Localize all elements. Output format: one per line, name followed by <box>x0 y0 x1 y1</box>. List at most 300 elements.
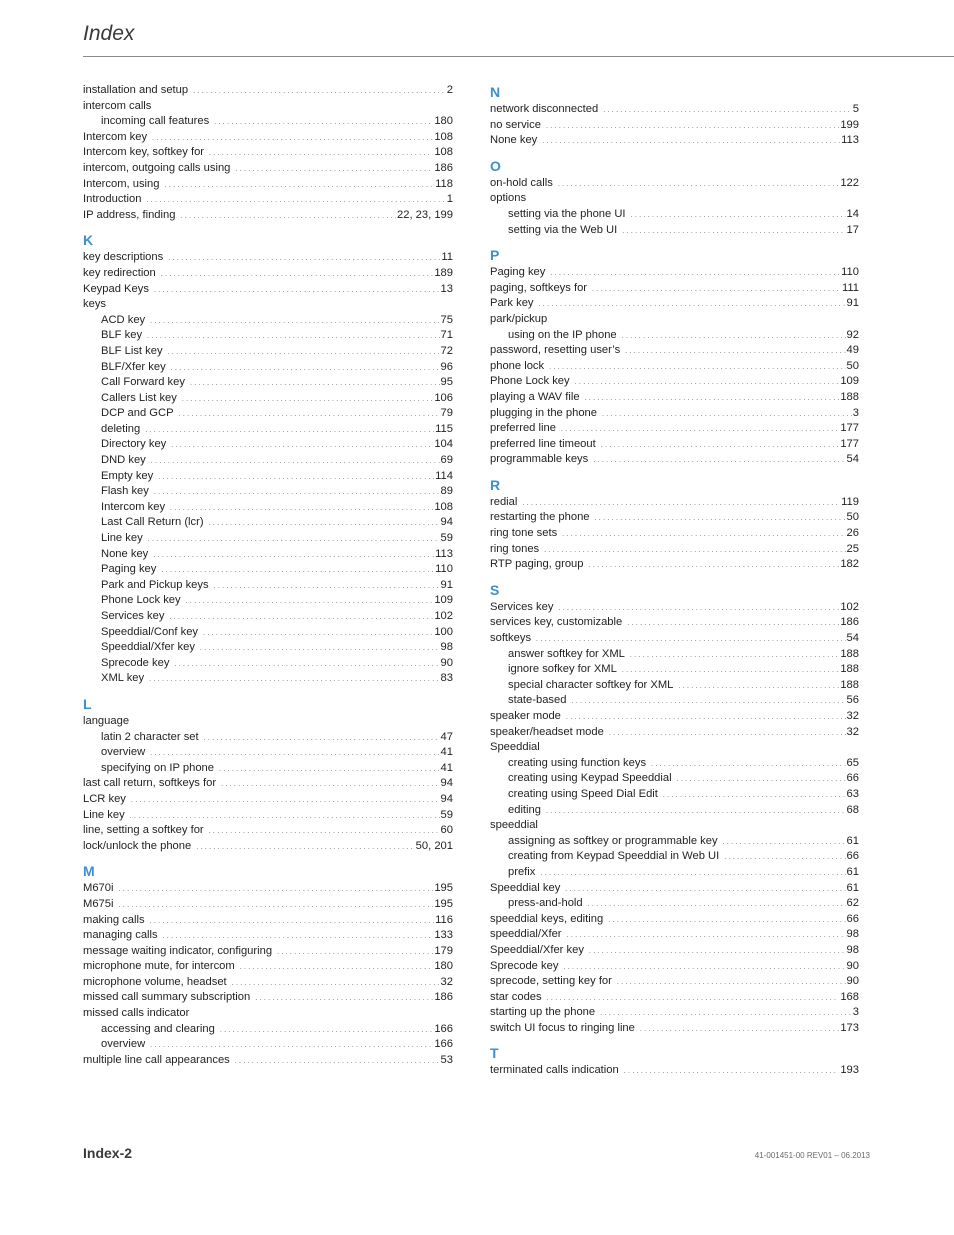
index-term: speeddial/Xfer <box>490 928 562 941</box>
index-term: missed call summary subscription <box>83 991 251 1004</box>
index-subentry <box>490 834 859 850</box>
dot-leader <box>593 453 845 469</box>
dot-leader <box>209 824 440 840</box>
dot-leader <box>640 1022 839 1038</box>
index-term: Park key <box>490 297 534 310</box>
index-page-number: 95 <box>440 376 453 389</box>
index-subentry <box>83 469 453 485</box>
index-term: message waiting indicator, configuring <box>83 944 273 957</box>
index-page-number: 17 <box>846 223 859 236</box>
dot-leader <box>724 850 845 866</box>
dot-leader <box>186 594 434 610</box>
index-page-number: 32 <box>440 975 453 988</box>
dot-leader <box>539 297 846 313</box>
index-subentry <box>83 547 453 563</box>
index-entry <box>490 495 859 511</box>
index-page-number: 13 <box>440 282 453 295</box>
index-section-letter: M <box>83 863 95 880</box>
index-term: Paging key <box>490 266 546 279</box>
dot-leader <box>601 438 840 454</box>
dot-leader <box>542 134 840 150</box>
index-subentry <box>83 562 453 578</box>
index-page-number: 41 <box>440 761 453 774</box>
index-term: Speeddial <box>490 741 540 754</box>
dot-leader <box>588 897 846 913</box>
index-term: keys <box>83 298 107 311</box>
index-entry <box>83 990 453 1006</box>
dot-leader <box>585 391 840 407</box>
index-term: Speeddial/Xfer key <box>101 641 195 654</box>
index-page-number: 108 <box>434 146 453 159</box>
index-subentry <box>83 578 453 594</box>
index-page-number: 100 <box>434 625 453 638</box>
index-term: redial <box>490 495 518 508</box>
dot-leader <box>589 558 840 574</box>
index-page-number: 62 <box>846 897 859 910</box>
index-entry <box>490 927 859 943</box>
index-page-number: 186 <box>434 991 453 1004</box>
index-subentry <box>83 453 453 469</box>
index-page-number: 104 <box>434 438 453 451</box>
index-entry <box>83 897 453 913</box>
index-page-number: 25 <box>846 542 859 555</box>
index-page-number: 113 <box>435 547 453 560</box>
index-entry <box>490 102 859 118</box>
index-term: special character softkey for XML <box>508 678 674 691</box>
index-term: missed calls indicator <box>83 1007 190 1020</box>
index-term: Call Forward key <box>101 376 185 389</box>
index-page-number: 3 <box>852 406 859 419</box>
index-subentry <box>490 647 859 663</box>
index-page-number: 65 <box>846 756 859 769</box>
index-page-number: 66 <box>846 772 859 785</box>
index-page-number: 11 <box>441 251 453 264</box>
dot-leader <box>549 360 845 376</box>
dot-leader <box>600 1006 852 1022</box>
index-subentry <box>83 730 453 746</box>
dot-leader <box>617 975 846 991</box>
index-subentry <box>490 849 859 865</box>
index-term: Callers List key <box>101 391 177 404</box>
dot-leader <box>179 407 440 423</box>
index-entry <box>490 943 859 959</box>
index-page-number: 133 <box>434 929 453 942</box>
index-term: deleting <box>101 422 141 435</box>
index-entry <box>83 714 453 730</box>
index-page-number: 66 <box>846 850 859 863</box>
index-subentry <box>83 422 453 438</box>
index-entry <box>83 776 453 792</box>
index-page-number: 116 <box>435 913 453 926</box>
index-term: creating from Keypad Speeddial in Web UI <box>508 850 720 863</box>
dot-leader <box>592 282 841 298</box>
index-term: BLF key <box>101 329 143 342</box>
index-entry <box>490 818 859 834</box>
index-page-number: 188 <box>840 678 859 691</box>
header-divider <box>83 56 954 57</box>
index-subentry <box>83 344 453 360</box>
index-term: Services key <box>490 600 554 613</box>
dot-leader <box>547 991 840 1007</box>
index-term: last call return, softkeys for <box>83 777 217 790</box>
index-term: key redirection <box>83 266 156 279</box>
index-term: Phone Lock key <box>101 594 181 607</box>
index-term: Flash key <box>101 485 149 498</box>
index-page-number: 177 <box>840 422 859 435</box>
index-subentry <box>83 593 453 609</box>
index-term: speeddial keys, editing <box>490 912 604 925</box>
index-column-right <box>490 83 859 1079</box>
index-term: password, resetting user’s <box>490 344 621 357</box>
dot-leader <box>567 928 846 944</box>
index-term: on-hold calls <box>490 176 553 189</box>
index-page-number: 90 <box>846 975 859 988</box>
index-entry <box>490 881 859 897</box>
dot-leader <box>630 648 839 664</box>
index-entry <box>490 725 859 741</box>
index-entry <box>83 913 453 929</box>
index-entry <box>83 266 453 282</box>
dot-leader <box>235 162 433 178</box>
dot-leader <box>571 694 845 710</box>
index-term: speaker mode <box>490 710 561 722</box>
index-term: press-and-hold <box>508 897 583 910</box>
index-entry <box>83 1053 453 1069</box>
index-page-number: 91 <box>440 578 453 591</box>
index-term: answer softkey for XML <box>508 647 625 660</box>
index-term: None key <box>490 134 538 147</box>
index-term: softkeys <box>490 632 532 645</box>
index-entry <box>490 176 859 192</box>
index-entry <box>83 282 453 298</box>
index-subentry <box>83 484 453 500</box>
index-term: Sprecode key <box>101 656 170 669</box>
index-term: intercom, outgoing calls using <box>83 161 231 174</box>
index-page-number: 110 <box>435 563 453 576</box>
footer-page-label: Index-2 <box>83 1145 133 1161</box>
index-page-number: 102 <box>840 600 859 613</box>
index-term: assigning as softkey or programmable key <box>508 834 718 847</box>
index-page-number: 59 <box>440 808 453 821</box>
index-term: microphone volume, headset <box>83 975 227 988</box>
index-term: installation and setup <box>83 84 189 96</box>
index-term: starting up the phone <box>490 1006 596 1019</box>
dot-leader <box>146 193 445 209</box>
dot-leader <box>163 929 434 945</box>
dot-leader <box>561 422 839 438</box>
index-term: line, setting a softkey for <box>83 824 204 837</box>
index-term: playing a WAV file <box>490 390 580 403</box>
dot-leader <box>240 960 434 976</box>
dot-leader <box>723 835 846 851</box>
index-page-number: 186 <box>840 616 859 629</box>
index-page-number: 90 <box>846 959 859 972</box>
index-entry <box>83 975 453 991</box>
index-term: Paging key <box>101 563 157 576</box>
index-term: prefix <box>508 865 536 878</box>
index-term: specifying on IP phone <box>101 761 214 774</box>
dot-leader <box>154 485 440 501</box>
index-subentry <box>83 671 453 687</box>
index-term: options <box>490 192 527 205</box>
index-term: star codes <box>490 990 542 1003</box>
index-page-number: 168 <box>840 990 859 1003</box>
index-term: phone lock <box>490 359 545 372</box>
index-section-letter: N <box>490 84 501 100</box>
index-entry <box>490 296 859 312</box>
index-term: ignore sofkey for XML <box>508 663 617 676</box>
dot-leader <box>209 516 440 532</box>
index-entry <box>490 452 859 468</box>
index-page-number: 113 <box>841 134 859 147</box>
index-term: Speeddial/Conf key <box>101 625 199 638</box>
dot-leader <box>221 777 439 793</box>
dot-leader <box>150 914 435 930</box>
index-page-number: 61 <box>846 834 859 847</box>
index-entry <box>490 437 859 453</box>
index-term: creating using Keypad Speeddial <box>508 772 672 785</box>
index-term: LCR key <box>83 792 126 805</box>
dot-leader <box>161 563 434 579</box>
index-page-number: 50, 201 <box>415 839 453 852</box>
index-term: creating using function keys <box>508 756 647 769</box>
index-term: intercom calls <box>83 99 152 112</box>
dot-leader <box>595 511 846 527</box>
index-subentry <box>83 640 453 656</box>
index-term: terminated calls indication <box>490 1064 619 1077</box>
dot-leader <box>171 361 440 377</box>
index-term: lock/unlock the phone <box>83 839 192 852</box>
dot-leader <box>609 726 846 742</box>
index-page-number: 106 <box>434 391 453 404</box>
index-term: Intercom key <box>101 500 166 513</box>
index-entry <box>490 510 859 526</box>
index-term: Intercom, using <box>83 177 160 190</box>
index-page-number: 59 <box>440 532 453 545</box>
index-term: M675i <box>83 897 114 910</box>
index-page-number: 179 <box>434 944 453 957</box>
index-page-number: 193 <box>840 1064 859 1077</box>
index-term: Line key <box>101 532 143 545</box>
dot-leader <box>148 532 440 548</box>
index-entry <box>490 912 859 928</box>
dot-leader <box>150 746 439 762</box>
index-entry <box>490 312 859 328</box>
index-page-number: 2 <box>446 84 453 96</box>
index-page-number: 180 <box>434 115 453 128</box>
dot-leader <box>550 266 840 282</box>
index-entry <box>83 130 453 146</box>
dot-leader <box>220 1023 434 1039</box>
index-page-number: 32 <box>846 710 859 722</box>
index-term: Empty key <box>101 469 154 482</box>
dot-leader <box>196 840 414 856</box>
index-page-number: 91 <box>846 297 859 310</box>
index-page-number: 61 <box>846 865 859 878</box>
index-page-number: 177 <box>840 437 859 450</box>
index-page-number: 166 <box>434 1038 453 1051</box>
dot-leader <box>118 898 433 914</box>
index-page-number: 188 <box>840 390 859 403</box>
dot-leader <box>663 788 846 804</box>
index-entry <box>490 390 859 406</box>
dot-leader <box>255 991 433 1007</box>
index-term: Keypad Keys <box>83 282 149 295</box>
index-page-number: 26 <box>846 527 859 540</box>
index-entry <box>83 881 453 897</box>
index-subentry <box>83 531 453 547</box>
index-entry <box>490 557 859 573</box>
index-page-number: 22, 23, 199 <box>397 208 453 221</box>
index-term: setting via the phone UI <box>508 207 626 220</box>
index-page-number: 94 <box>440 516 453 529</box>
index-term: Park and Pickup keys <box>101 578 209 591</box>
index-term: Intercom key <box>83 130 148 143</box>
index-entry <box>490 1005 859 1021</box>
dot-leader <box>624 1064 840 1080</box>
index-entry <box>83 944 453 960</box>
dot-leader <box>625 344 845 360</box>
index-subentry <box>83 609 453 625</box>
dot-leader <box>566 710 846 726</box>
index-page-number: 119 <box>841 495 859 508</box>
index-subentry <box>490 803 859 819</box>
index-subentry <box>83 437 453 453</box>
index-term: Speeddial key <box>490 881 561 894</box>
dot-leader <box>277 945 433 961</box>
index-term: M670i <box>83 882 114 895</box>
index-entry <box>83 250 453 266</box>
dot-leader <box>174 657 439 673</box>
dot-leader <box>161 267 434 283</box>
index-page-number: 71 <box>440 329 453 342</box>
index-term: park/pickup <box>490 312 548 325</box>
index-term: DND key <box>101 454 146 467</box>
dot-leader <box>558 177 840 193</box>
index-term: services key, customizable <box>490 616 623 629</box>
index-entry <box>490 974 859 990</box>
index-entry <box>490 343 859 359</box>
dot-leader <box>214 579 440 595</box>
index-subentry <box>490 678 859 694</box>
dot-leader <box>546 119 839 135</box>
dot-leader <box>622 329 846 345</box>
index-entry <box>83 177 453 193</box>
dot-leader <box>164 178 434 194</box>
index-page-number: 122 <box>840 176 859 189</box>
dot-leader <box>151 454 440 470</box>
index-term: Speeddial/Xfer key <box>490 943 584 956</box>
dot-leader <box>565 882 845 898</box>
index-subentry <box>83 375 453 391</box>
index-page-number: 32 <box>846 725 859 738</box>
index-term: managing calls <box>83 929 158 942</box>
index-page-number: 114 <box>435 469 453 482</box>
dot-leader <box>631 208 846 224</box>
index-term: using on the IP phone <box>508 328 617 341</box>
dot-leader <box>145 423 434 439</box>
index-page-number: 41 <box>440 746 453 759</box>
index-page-number: 195 <box>434 882 453 895</box>
index-page-number: 14 <box>846 207 859 220</box>
dot-leader <box>235 1054 440 1070</box>
index-term: ring tone sets <box>490 527 558 540</box>
index-page-number: 111 <box>841 281 859 294</box>
dot-leader <box>158 470 434 486</box>
index-entry <box>490 600 859 616</box>
dot-leader <box>214 115 433 131</box>
index-entry <box>490 542 859 558</box>
index-term: creating using Speed Dial Edit <box>508 787 658 800</box>
index-term: network disconnected <box>490 103 599 115</box>
index-term: state-based <box>508 694 567 707</box>
index-subentry <box>490 207 859 223</box>
dot-leader <box>131 793 440 809</box>
index-term: language <box>83 714 130 727</box>
index-page-number: 60 <box>440 824 453 837</box>
dot-leader <box>232 976 440 992</box>
index-entry <box>490 631 859 647</box>
dot-leader <box>200 641 440 657</box>
index-page-number: 188 <box>840 647 859 660</box>
dot-leader <box>622 224 845 240</box>
dot-leader <box>130 809 440 825</box>
index-page-number: 68 <box>846 803 859 816</box>
dot-leader <box>118 882 433 898</box>
index-term: no service <box>490 118 541 131</box>
index-page-number: 3 <box>852 1006 859 1019</box>
dot-leader <box>150 1038 433 1054</box>
index-page-number: 47 <box>440 730 453 743</box>
index-page-number: 94 <box>440 792 453 805</box>
index-page-number: 54 <box>846 453 859 466</box>
index-term: BLF/Xfer key <box>101 360 166 373</box>
index-term: BLF List key <box>101 344 163 357</box>
index-subentry <box>83 406 453 422</box>
index-subentry <box>83 1037 453 1053</box>
index-page-number: 166 <box>434 1022 453 1035</box>
index-term: Sprecode key <box>490 959 559 972</box>
index-term: paging, softkeys for <box>490 281 588 294</box>
footer-doc-id: 41-001451-00 REV01 – 06.2013 <box>754 1151 870 1160</box>
index-section-letter: O <box>490 157 501 174</box>
index-entry <box>83 959 453 975</box>
dot-leader <box>182 392 433 408</box>
index-entry <box>490 191 859 207</box>
index-term: Services key <box>101 610 165 622</box>
index-term: Last Call Return (lcr) <box>101 516 204 529</box>
index-entry <box>83 208 453 224</box>
index-subentry <box>83 761 453 777</box>
index-entry <box>83 145 453 161</box>
index-entry <box>490 133 859 149</box>
dot-leader <box>562 527 845 543</box>
index-entry <box>490 1021 859 1037</box>
index-term: Intercom key, softkey for <box>83 146 205 159</box>
index-subentry <box>83 515 453 531</box>
index-page-number: 79 <box>440 407 453 420</box>
dot-leader <box>209 146 433 162</box>
dot-leader <box>193 84 446 100</box>
dot-leader <box>150 314 439 330</box>
index-entry <box>83 99 453 115</box>
index-subentry <box>490 223 859 239</box>
dot-leader <box>603 103 852 119</box>
index-term: None key <box>101 547 149 560</box>
dot-leader <box>575 375 840 391</box>
dot-leader <box>608 913 845 929</box>
index-subentry <box>83 1022 453 1038</box>
